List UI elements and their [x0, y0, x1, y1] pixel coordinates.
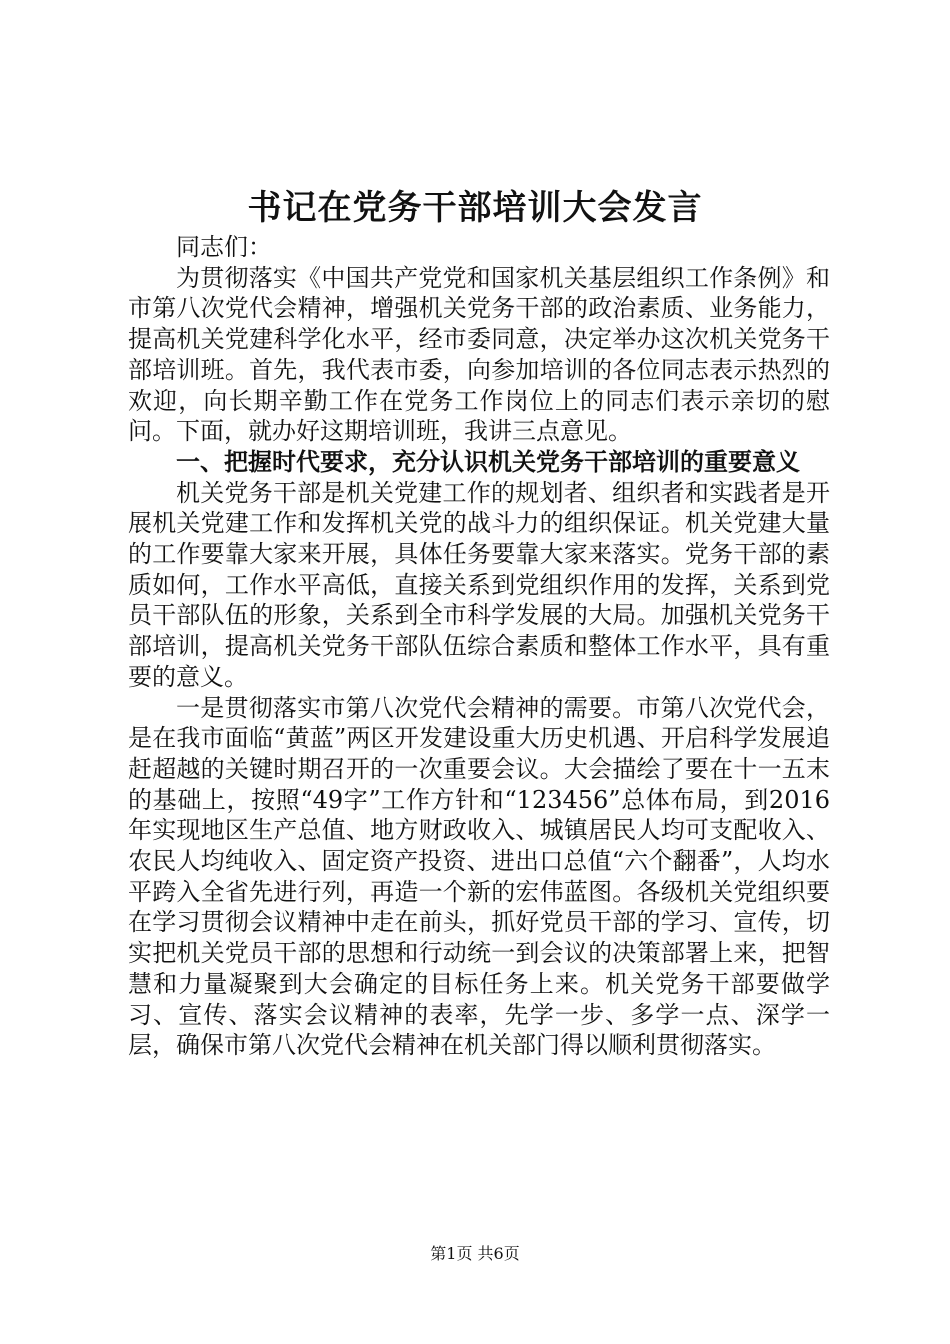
paragraph-intro: 为贯彻落实《中国共产党党和国家机关基层组织工作条例》和市第八次党代会精神，增强机关党务干部的政治素质、业务能力，提高机关党建科学化水平，经市委同意，决定举办这次机关党务干部培训班。首先，我代表市委，向参加培训的各位同志表示热烈的欢迎，向长期辛勤工作在党务工作岗位上的同志们表示亲切的慰问。下面，就办好这期培训班，我讲三点意见。 — [128, 263, 830, 446]
document-body — [128, 232, 830, 1061]
section-heading-1: 一、把握时代要求，充分认识机关党务干部培训的重要意义 — [176, 446, 800, 476]
page-number-footer: 第1页 共6页 — [430, 1244, 520, 1263]
greeting: 同志们： — [176, 233, 272, 261]
paragraph-section-1: 机关党务干部是机关党建工作的规划者、组织者和实践者是开展机关党建工作和发挥机关党的战斗力的组织保证。机关党建大量的工作要靠大家来开展，具体任务要靠大家来落实。党务干部的素质如何，工作水平高低，直接关系到党组织作用的发挥，关系到党员干部队伍的形象，关系到全市科学发展的大局。加强机关党务干部培训，提高机关党务干部队伍综合素质和整体工作水平，具有重要的意义。 — [128, 478, 830, 691]
paragraph-point-1: 一是贯彻落实市第八次党代会精神的需要。市第八次党代会，是在我市面临“黄蓝”两区开发建设重大历史机遇、开启科学发展追赶超越的关键时期召开的一次重要会议。大会描绘了要在十一五末的基础上，按照“49字”工作方针和“123456”总体布局，到2016年实现地区生产总值、地方财政收入、城镇居民人均可支配收入、农民人均纯收入、固定资产投资、进出口总值“六个翻番”，人均水平跨入全省先进行列，再造一个新的宏伟蓝图。各级机关党组织要在学习贯彻会议精神中走在前头，抓好党员干部的学习、宣传，切实把机关党员干部的思想和行动统一到会议的决策部署上来，把智慧和力量凝聚到大会确定的目标任务上来。机关党务干部要做学习、宣传、落实会议精神的表率，先学一步、多学一点、深学一层，确保市第八次党代会精神在机关部门得以顺利贯彻落实。 — [128, 693, 830, 1060]
document-title: 书记在党务干部培训大会发言 — [247, 188, 703, 228]
